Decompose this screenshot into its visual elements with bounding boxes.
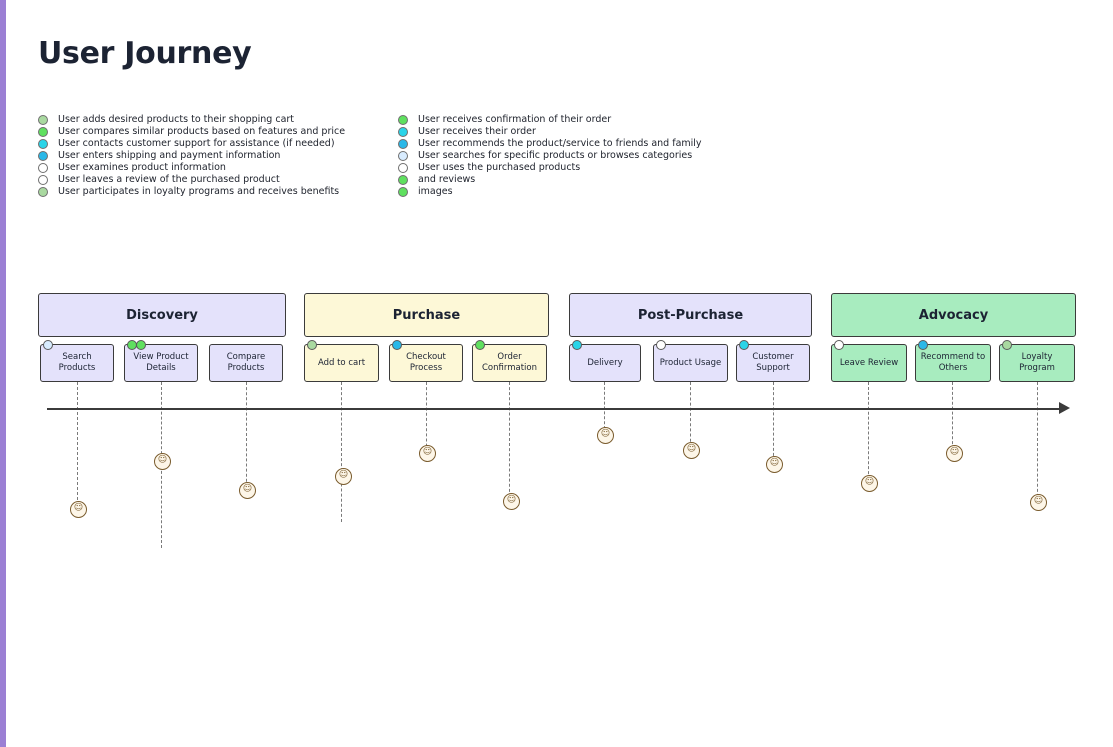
legend-dot-icon xyxy=(398,115,408,125)
legend-item xyxy=(398,126,702,138)
legend-item xyxy=(38,186,345,198)
legend-dot-icon xyxy=(398,187,408,197)
legend-dot-icon xyxy=(38,115,48,125)
journey-step[interactable]: Recommend to Others xyxy=(915,344,991,382)
legend-item-label: images xyxy=(418,186,453,197)
step-status-dot-icon xyxy=(475,340,485,350)
journey-step[interactable]: Customer Support xyxy=(736,344,810,382)
journey-step[interactable]: Delivery xyxy=(569,344,641,382)
step-status-dot-icon xyxy=(307,340,317,350)
sentiment-smiley-icon: ☺ xyxy=(946,445,963,462)
legend-item xyxy=(398,150,702,162)
step-connector-line xyxy=(77,382,78,510)
legend-dot-icon xyxy=(38,187,48,197)
journey-step[interactable]: Compare Products xyxy=(209,344,283,382)
journey-step[interactable]: Order Confirmation xyxy=(472,344,547,382)
step-connector-line xyxy=(509,382,510,502)
legend-dot-icon xyxy=(38,151,48,161)
phase-header[interactable]: Discovery xyxy=(38,293,286,337)
timeline-arrow-head xyxy=(1059,402,1070,414)
sentiment-smiley-icon: ☺ xyxy=(861,475,878,492)
legend-column-1 xyxy=(38,114,345,198)
legend-item xyxy=(398,114,702,126)
phase-header[interactable]: Post-Purchase xyxy=(569,293,812,337)
legend-item xyxy=(398,186,702,198)
journey-step[interactable]: Search Products xyxy=(40,344,114,382)
legend-item-label: User receives their order xyxy=(418,126,536,137)
sentiment-smiley-icon: ☺ xyxy=(419,445,436,462)
journey-step[interactable]: View Product Details xyxy=(124,344,198,382)
timeline-axis xyxy=(47,408,1062,410)
legend-column-2 xyxy=(398,114,702,198)
legend-dot-icon xyxy=(398,139,408,149)
sentiment-smiley-icon: ☺ xyxy=(335,468,352,485)
legend-item-label: User adds desired products to their shopping cart xyxy=(58,114,295,125)
sentiment-smiley-icon: ☺ xyxy=(1030,494,1047,511)
legend-item-label: User receives confirmation of their order xyxy=(418,114,612,125)
legend-dot-icon xyxy=(38,139,48,149)
journey-step[interactable]: Product Usage xyxy=(653,344,728,382)
step-status-dot-icon xyxy=(739,340,749,350)
accent-rail xyxy=(0,0,6,747)
journey-step[interactable]: Loyalty Program xyxy=(999,344,1075,382)
legend-item-label: User recommends the product/service to friends and family xyxy=(418,138,702,149)
legend-item xyxy=(398,174,702,186)
legend-dot-icon xyxy=(398,163,408,173)
step-status-dot-icon xyxy=(834,340,844,350)
legend-item-label: User participates in loyalty programs and receives benefits xyxy=(58,186,340,197)
step-connector-line xyxy=(341,382,342,522)
step-connector-line xyxy=(773,382,774,466)
legend-item-label: User examines product information xyxy=(58,162,226,173)
journey-step[interactable]: Add to cart xyxy=(304,344,379,382)
legend-item-label: User contacts customer support for assistance (if needed) xyxy=(58,138,335,149)
step-status-dot-icon xyxy=(136,340,146,350)
legend-item-label: and reviews xyxy=(418,174,476,185)
journey-step[interactable]: Checkout Process xyxy=(389,344,463,382)
step-connector-line xyxy=(1037,382,1038,502)
legend-dot-icon xyxy=(38,127,48,137)
legend-dot-icon xyxy=(38,163,48,173)
legend-item xyxy=(38,138,345,150)
step-connector-line xyxy=(246,382,247,492)
step-connector-line xyxy=(868,382,869,484)
sentiment-smiley-icon: ☺ xyxy=(683,442,700,459)
step-connector-line xyxy=(952,382,953,454)
legend-dot-icon xyxy=(398,175,408,185)
sentiment-smiley-icon: ☺ xyxy=(239,482,256,499)
step-status-dot-icon xyxy=(392,340,402,350)
step-status-dot-icon xyxy=(1002,340,1012,350)
sentiment-smiley-icon: ☺ xyxy=(597,427,614,444)
legend-item-label: User searches for specific products or browses categories xyxy=(418,150,693,161)
legend-item xyxy=(38,162,345,174)
legend-item xyxy=(398,162,702,174)
page-title: User Journey xyxy=(38,36,252,71)
step-status-dot-icon xyxy=(656,340,666,350)
legend-item xyxy=(38,126,345,138)
sentiment-smiley-icon: ☺ xyxy=(503,493,520,510)
legend-item-label: User compares similar products based on features and price xyxy=(58,126,346,137)
legend-dot-icon xyxy=(398,151,408,161)
legend-item xyxy=(38,150,345,162)
step-status-dot-icon xyxy=(572,340,582,350)
legend-dot-icon xyxy=(38,175,48,185)
legend-item-label: User enters shipping and payment information xyxy=(58,150,281,161)
sentiment-smiley-icon: ☺ xyxy=(766,456,783,473)
step-status-dot-icon xyxy=(43,340,53,350)
legend-item xyxy=(38,114,345,126)
step-status-dot-icon xyxy=(918,340,928,350)
sentiment-smiley-icon: ☺ xyxy=(154,453,171,470)
legend-dot-icon xyxy=(398,127,408,137)
phase-header[interactable]: Advocacy xyxy=(831,293,1076,337)
legend-item xyxy=(38,174,345,186)
phase-header[interactable]: Purchase xyxy=(304,293,549,337)
legend-item-label: User uses the purchased products xyxy=(418,162,581,173)
sentiment-smiley-icon: ☺ xyxy=(70,501,87,518)
legend-item-label: User leaves a review of the purchased product xyxy=(58,174,280,185)
legend-item xyxy=(398,138,702,150)
journey-step[interactable]: Leave Review xyxy=(831,344,907,382)
